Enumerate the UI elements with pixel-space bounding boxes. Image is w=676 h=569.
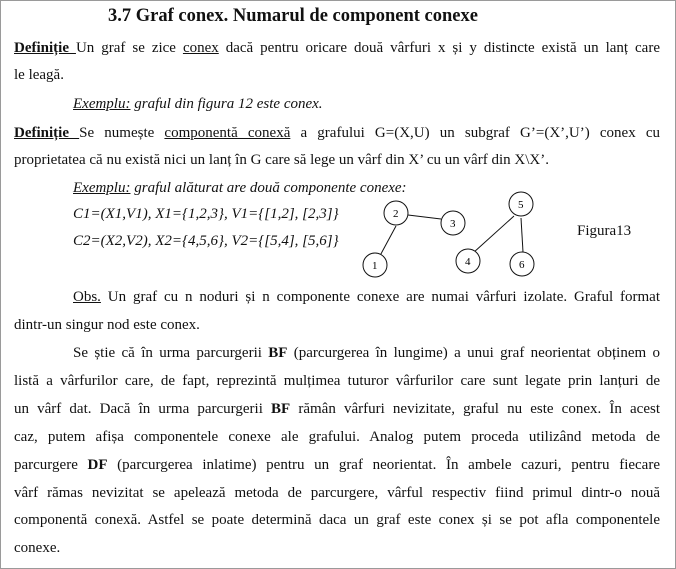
definition-conex-line1: Definiție Un graf se zice conex dacă pentru oricare două vârfuri x și y distincte există un lanț care bbox=[14, 40, 660, 56]
term-conex: conex bbox=[182, 40, 219, 56]
example-label: Exemplu: bbox=[73, 96, 131, 112]
bf-term: BF bbox=[271, 401, 291, 417]
svg-text:2: 2 bbox=[393, 208, 399, 220]
svg-text:3: 3 bbox=[450, 218, 456, 230]
graph-node bbox=[456, 249, 480, 273]
paragraph-line: componentă conexă. Astfel se poate determină daca un graf este conex și se pot afla componentele bbox=[14, 512, 660, 528]
example-label: Exemplu: bbox=[73, 180, 131, 196]
svg-text:5: 5 bbox=[518, 199, 524, 211]
example-2: Exemplu: graful alăturat are două componente conexe: bbox=[73, 180, 407, 196]
paragraph-line: caz, putem afișa componentele conexe ale grafului. Analog putem proceda utilizând metoda de bbox=[14, 429, 660, 445]
svg-text:4: 4 bbox=[465, 256, 471, 268]
component-c2: C2=(X2,V2), X2={4,5,6}, V2={[5,4], [5,6]} bbox=[73, 233, 339, 249]
edge-4-5 bbox=[473, 216, 514, 253]
paragraph-line: Se știe că în urma parcurgerii BF (parcurgerea în lungime) a unui graf neorientat obținem o bbox=[73, 345, 660, 361]
obs-label: Obs. bbox=[73, 289, 101, 305]
graph-node bbox=[441, 211, 465, 235]
graph-figure bbox=[355, 188, 545, 280]
definition-conex-line2: le leagă. bbox=[14, 67, 64, 83]
component-c1: C1=(X1,V1), X1={1,2,3}, V1={[1,2], [2,3]} bbox=[73, 206, 339, 222]
definition-label: Definiție bbox=[14, 125, 80, 141]
section-title: 3.7 Graf conex. Numarul de component conexe bbox=[108, 6, 478, 26]
graph-node bbox=[363, 253, 387, 277]
definition-component-line2: proprietatea că nu există nici un lanț în G care să lege un vârf din X’ cu un vârf din X\X’. bbox=[14, 152, 549, 168]
edge-5-6 bbox=[521, 218, 523, 252]
graph-node bbox=[384, 201, 408, 225]
definition-component-line1: Definiție Se numește componentă conexă a grafului G=(X,U) un subgraf G’=(X’,U’) conex cu bbox=[14, 125, 661, 141]
paragraph-line: un vârf dat. Dacă în urma parcurgerii BF rămân vârfuri nevizitate, graful nu este conex. În acest bbox=[14, 401, 660, 417]
paragraph-line: conexe. bbox=[14, 540, 61, 556]
example-1: Exemplu: graful din figura 12 este conex. bbox=[73, 96, 323, 112]
paragraph-line: vârf rămas nevizitat se apelează metoda de parcurgere, vârful respectiv fiind primul dintr-o nouă bbox=[14, 485, 660, 501]
svg-text:6: 6 bbox=[519, 259, 525, 271]
paragraph-line: parcurgere DF (parcurgerea inlatime) pentru un graf neorientat. În ambele cazuri, pentru fiecare bbox=[14, 457, 660, 473]
observation-line2: dintr-un singur nod este conex. bbox=[14, 317, 200, 333]
paragraph-line: listă a vârfurilor care, de fapt, reprezintă mulțimea tuturor vârfurilor care sunt legate prin lanțuri de bbox=[14, 373, 660, 389]
edge-2-3 bbox=[408, 215, 441, 219]
observation-line1: Obs. Un graf cu n noduri și n componente conexe are numai vârfuri izolate. Graful format bbox=[73, 289, 660, 305]
figure-label: Figura13 bbox=[577, 223, 632, 239]
graph-node bbox=[510, 252, 534, 276]
definition-label: Definiție bbox=[14, 40, 76, 56]
term-componenta-conexa: componentă conexă bbox=[164, 125, 291, 141]
svg-text:1: 1 bbox=[372, 260, 378, 272]
bf-term: BF bbox=[268, 345, 288, 361]
graph-node bbox=[509, 192, 533, 216]
df-term: DF bbox=[87, 457, 108, 473]
